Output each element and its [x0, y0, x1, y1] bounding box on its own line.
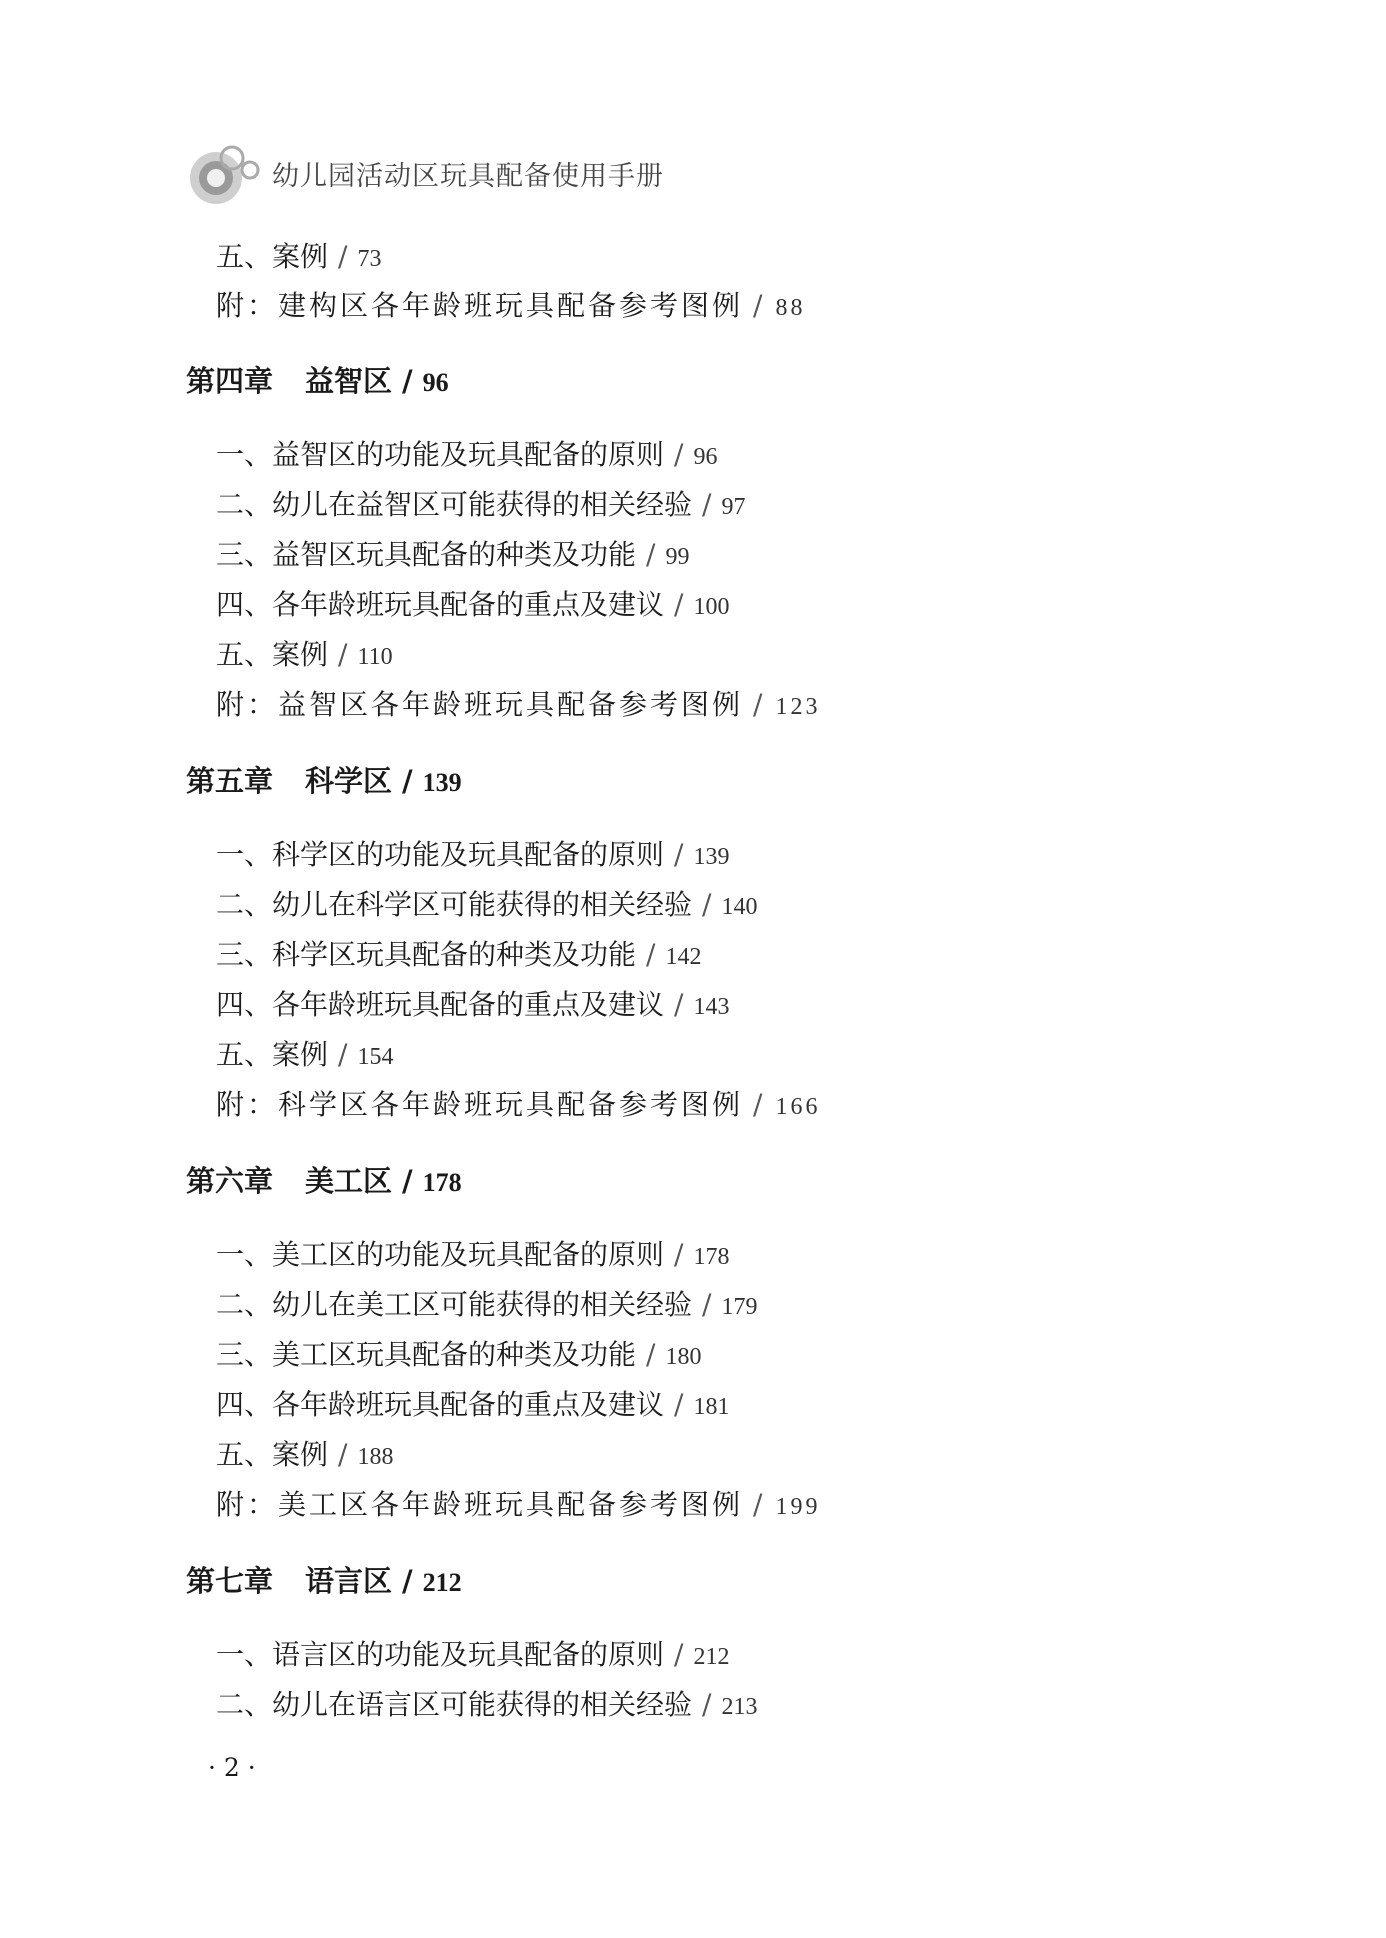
toc-page-number: 188 — [357, 1444, 394, 1470]
toc-section-entry — [216, 488, 746, 521]
toc-chapter-entry — [186, 1564, 462, 1598]
toc-page-number: 180 — [665, 1344, 702, 1370]
toc-page-number: 212 — [422, 1568, 462, 1597]
toc-page-number: 97 — [721, 494, 746, 520]
toc-chapter-entry — [186, 364, 449, 398]
toc-section-entry — [216, 1638, 730, 1671]
toc-entry-title: 五、案例 — [216, 1038, 329, 1071]
toc-separator: / — [753, 688, 766, 721]
toc-entry-title: 五、案例 — [216, 1438, 329, 1471]
toc-entry-title: 科学区 — [305, 764, 393, 798]
toc-appendix-entry — [216, 688, 821, 721]
toc-page-number: 181 — [693, 1394, 730, 1420]
toc-separator: / — [402, 1564, 413, 1598]
toc-separator: / — [753, 1088, 766, 1121]
toc-separator: / — [402, 1164, 413, 1198]
toc-page-number: 96 — [422, 368, 449, 397]
toc-page-number: 199 — [775, 1494, 821, 1520]
toc-entry-title: 三、益智区玩具配备的种类及功能 — [216, 538, 637, 571]
toc-entry-title: 四、各年龄班玩具配备的重点及建议 — [216, 588, 665, 621]
toc-page-number: 154 — [357, 1044, 394, 1070]
toc-section-entry — [216, 1438, 394, 1471]
toc-entry-title: 四、各年龄班玩具配备的重点及建议 — [216, 988, 665, 1021]
toc-page-number: 99 — [665, 544, 690, 570]
toc-entry-title: 二、幼儿在益智区可能获得的相关经验 — [216, 488, 693, 521]
chapter-number: 第六章 — [186, 1164, 274, 1198]
toc-section-entry — [216, 1038, 394, 1071]
chapter-number: 第五章 — [186, 764, 274, 798]
toc-entry-title: 一、科学区的功能及玩具配备的原则 — [216, 838, 665, 871]
toc-separator: / — [674, 1638, 684, 1671]
toc-section-entry — [216, 438, 718, 471]
toc-separator: / — [646, 938, 656, 971]
toc-entry-title: 一、益智区的功能及玩具配备的原则 — [216, 438, 665, 471]
toc-entry-title: 二、幼儿在美工区可能获得的相关经验 — [216, 1288, 693, 1321]
toc-page-number: 178 — [422, 1168, 462, 1197]
toc-entry-title: 附：科学区各年龄班玩具配备参考图例 — [216, 1088, 744, 1121]
toc-section-entry — [216, 838, 730, 871]
toc-page-number: 212 — [693, 1644, 730, 1670]
toc-section-entry — [216, 1288, 758, 1321]
toc-entry-title: 三、科学区玩具配备的种类及功能 — [216, 938, 637, 971]
toc-entry-title: 一、语言区的功能及玩具配备的原则 — [216, 1638, 665, 1671]
toc-appendix-entry — [216, 1488, 821, 1521]
toc-separator: / — [338, 1038, 348, 1071]
toc-section-entry — [216, 1238, 730, 1271]
toc-page-number: 140 — [721, 894, 758, 920]
toc-separator: / — [702, 1688, 712, 1721]
toc-section-entry — [216, 988, 730, 1021]
toc-page-number: 88 — [775, 295, 806, 321]
toc-separator: / — [646, 538, 656, 571]
toc-separator: / — [702, 488, 712, 521]
toc-page-number: 139 — [693, 844, 730, 870]
book-title: 幼儿园活动区玩具配备使用手册 — [272, 161, 664, 192]
toc-page-number: 100 — [693, 594, 730, 620]
toc-section-entry — [216, 538, 690, 571]
toc-entry-title: 附：益智区各年龄班玩具配备参考图例 — [216, 688, 744, 721]
toc-separator: / — [702, 888, 712, 921]
toc-separator: / — [338, 638, 348, 671]
toc-chapter-entry — [186, 1164, 462, 1198]
toc-entry-title: 四、各年龄班玩具配备的重点及建议 — [216, 1388, 665, 1421]
toc-page-number: 139 — [422, 768, 462, 797]
toc-separator: / — [674, 1238, 684, 1271]
toc-entry-title: 三、美工区玩具配备的种类及功能 — [216, 1338, 637, 1371]
toc-separator: / — [674, 988, 684, 1021]
toc-entry-title: 语言区 — [305, 1564, 393, 1598]
toc-separator: / — [338, 240, 348, 273]
toc-entry-title: 附：建构区各年龄班玩具配备参考图例 — [216, 289, 744, 322]
toc-page-number: 142 — [665, 944, 702, 970]
toc-entry-title: 二、幼儿在科学区可能获得的相关经验 — [216, 888, 693, 921]
toc-page-number: 96 — [693, 444, 718, 470]
toc-page-number: 123 — [775, 694, 821, 720]
chapter-number: 第四章 — [186, 364, 274, 398]
toc-page-number: 143 — [693, 994, 730, 1020]
toc-page-number: 166 — [775, 1094, 821, 1120]
toc-separator: / — [646, 1338, 656, 1371]
toc-chapter-entry — [186, 764, 462, 798]
toc-separator: / — [753, 289, 766, 322]
toc-section-entry — [216, 588, 730, 621]
toc-section-entry — [216, 1688, 758, 1721]
toc-separator: / — [753, 1488, 766, 1521]
toc-entry-title: 附：美工区各年龄班玩具配备参考图例 — [216, 1488, 744, 1521]
toc-page-number: 110 — [357, 644, 393, 670]
toc-entry-title: 一、美工区的功能及玩具配备的原则 — [216, 1238, 665, 1271]
toc-page-number: 213 — [721, 1694, 758, 1720]
toc-section-entry — [216, 240, 382, 273]
toc-page-number: 178 — [693, 1244, 730, 1270]
toc-entry-title: 益智区 — [305, 364, 393, 398]
toc-separator: / — [338, 1438, 348, 1471]
toc-separator: / — [402, 764, 413, 798]
toc-page-number: 73 — [357, 246, 382, 272]
page-number: · 2 · — [208, 1753, 256, 1782]
toc-separator: / — [402, 364, 413, 398]
toc-separator: / — [702, 1288, 712, 1321]
toc-separator: / — [674, 838, 684, 871]
toc-appendix-entry — [216, 289, 806, 322]
toc-appendix-entry — [216, 1088, 821, 1121]
toc-separator: / — [674, 438, 684, 471]
toc-section-entry — [216, 638, 393, 671]
toc-section-entry — [216, 1338, 702, 1371]
toc-section-entry — [216, 888, 758, 921]
toc-separator: / — [674, 588, 684, 621]
toc-entry-title: 五、案例 — [216, 638, 329, 671]
chapter-number: 第七章 — [186, 1564, 274, 1598]
toc-entry-title: 二、幼儿在语言区可能获得的相关经验 — [216, 1688, 693, 1721]
toc-entry-title: 美工区 — [305, 1164, 393, 1198]
toc-entry-title: 五、案例 — [216, 240, 329, 273]
toc-page-number: 179 — [721, 1294, 758, 1320]
toc-section-entry — [216, 938, 702, 971]
toc-separator: / — [674, 1388, 684, 1421]
toc-section-entry — [216, 1388, 730, 1421]
